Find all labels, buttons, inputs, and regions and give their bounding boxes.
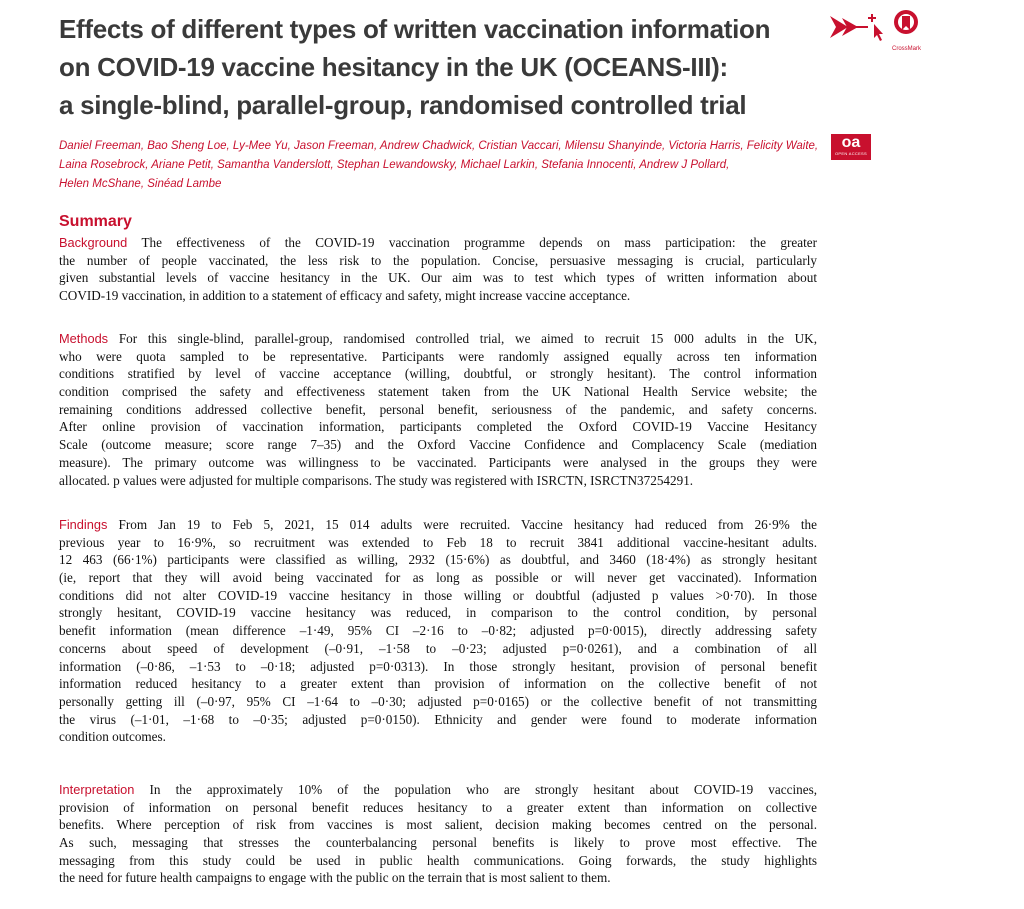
paragraph-line: (ie, report that they will avoid being vaccinated for as long as possible or will never get vaccinated). Information bbox=[59, 570, 817, 586]
author-list bbox=[59, 137, 819, 194]
lancet-logo-icon bbox=[828, 12, 886, 42]
paragraph-line: measure). The primary outcome was willingness to be vaccinated. Participants were analysed in the groups they were bbox=[59, 454, 817, 470]
title-line-3: a single-blind, parallel-group, randomised controlled trial bbox=[59, 90, 747, 120]
paragraph-line: conditions stratified by level of vaccine acceptance (willing, doubtful, or strongly hesitant). The control information bbox=[59, 366, 817, 382]
paragraph-line: For this single-blind, parallel-group, randomised controlled trial, we aimed to recruit 15 000 adults in the UK, bbox=[108, 331, 817, 346]
paragraph-line: remaining conditions addressed collective benefit, personal benefit, seriousness of the pandemic, and safety concerns. bbox=[59, 401, 817, 417]
summary-heading: Summary bbox=[59, 213, 132, 230]
open-access-badge bbox=[831, 134, 871, 160]
paragraph-line: After online provision of vaccination information, participants completed the Oxford COVID-19 Vaccine Hesitancy bbox=[59, 419, 817, 435]
author-line: Helen McShane, Sinéad Lambe bbox=[59, 178, 222, 190]
paragraph-line: messaging from this study could be used in public health communications. Going forwards, the study highlights bbox=[59, 852, 817, 868]
paragraph-line: The effectiveness of the COVID-19 vaccination programme depends on mass participation: the greater bbox=[127, 235, 817, 250]
paragraph-line: benefits. Where perception of risk from vaccines is most salient, decision making becomes centred on the personal. bbox=[59, 817, 817, 833]
crossmark-label: CrossMark bbox=[892, 46, 922, 52]
paragraph-line: condition comprised the safety and effectiveness statement taken from the UK National Health Service website; the bbox=[59, 384, 817, 400]
open-access-text: oa bbox=[841, 134, 861, 151]
paragraph-line: strongly hesitant, COVID-19 vaccine hesitancy was reduced, in comparison to the control condition, by personal bbox=[59, 605, 817, 621]
findings-section bbox=[59, 516, 817, 746]
author-line: Laina Rosebrock, Ariane Petit, Samantha Vanderslott, Stephan Lewandowsky, Michael Larkin, Stefania Innocenti, Andrew J Pollard, bbox=[59, 159, 730, 171]
title-line-2: on COVID-19 vaccine hesitancy in the UK (OCEANS-III): bbox=[59, 52, 728, 82]
background-label: Background bbox=[59, 235, 128, 250]
title-line-1: Effects of different types of written vaccination information bbox=[59, 14, 771, 44]
paragraph-line: who were quota sampled to be representative. Participants were randomly assigned equally across ten information bbox=[59, 348, 817, 364]
paragraph-line: given substantial levels of vaccine hesitancy in the UK. Our aim was to test which types of written information about bbox=[59, 270, 817, 286]
paragraph-line: From Jan 19 to Feb 5, 2021, 15 014 adults were recruited. Vaccine hesitancy had reduced from 26·9% the bbox=[107, 517, 817, 532]
paragraph-line: information reduced hesitancy to a greater extent than provision of information on the collective benefit of not bbox=[59, 676, 817, 692]
paragraph-line: As such, messaging that stresses the counterbalancing personal benefits is likely to prove most effective. The bbox=[59, 835, 817, 851]
article-title bbox=[59, 10, 819, 124]
crossmark-icon[interactable] bbox=[892, 8, 920, 44]
paragraph-line: allocated. p values were adjusted for multiple comparisons. The study was registered with ISRCTN, ISRCTN37254291. bbox=[59, 472, 694, 488]
paragraph-line: the virus (–1·01, –1·68 to –0·35; adjusted p=0·0150). Ethnicity and gender were found to moderate information bbox=[59, 711, 817, 727]
open-access-subtext: OPEN ACCESS bbox=[835, 151, 867, 156]
paragraph-line: conditions did not alter COVID-19 vaccine hesitancy in those willing or doubtful (adjusted p values >0·70). In those bbox=[59, 587, 817, 603]
paragraph-line: personally getting ill (–0·97, 95% CI –1·64 to –0·30; adjusted p=0·0165) or the collective benefit of not transmitting bbox=[59, 693, 817, 709]
paragraph-line: the number of people vaccinated, the less risk to the population. Concise, persuasive messaging is crucial, particularly bbox=[59, 252, 817, 268]
paragraph-line: condition outcomes. bbox=[59, 729, 166, 745]
findings-label: Findings bbox=[59, 517, 108, 532]
paragraph-line: information (–0·86, –1·53 to –0·18; adjusted p=0·0313). In those strongly hesitant, provision of personal benefit bbox=[59, 658, 817, 674]
paragraph-line: In the approximately 10% of the population who are strongly hesitant about COVID-19 vaccines, bbox=[134, 782, 817, 797]
paragraph-line: concerns about speed of development (–0·91, –1·58 to –0·23; adjusted p=0·0261), and a combination of all bbox=[59, 640, 817, 656]
author-line: Daniel Freeman, Bao Sheng Loe, Ly-Mee Yu, Jason Freeman, Andrew Chadwick, Cristian Vaccari, Milensu Shanyinde, Victoria Harris, Felicity Waite, bbox=[59, 140, 819, 152]
paragraph-line: Scale (outcome measure; score range 7–35) and the Oxford Vaccine Confidence and Complacency Scale (mediation bbox=[59, 437, 817, 453]
paragraph-line: COVID-19 vaccination, in addition to a statement of efficacy and safety, might increase vaccine acceptance. bbox=[59, 288, 631, 304]
paragraph-line: provision of information on personal benefit reduces hesitancy to a greater extent than information on collective bbox=[59, 799, 817, 815]
paragraph-line: the need for future health campaigns to engage with the public on the terrain that is most salient to them. bbox=[59, 870, 611, 886]
background-section bbox=[59, 234, 817, 305]
interpretation-label: Interpretation bbox=[59, 782, 135, 797]
journal-logos bbox=[828, 8, 928, 58]
paragraph-line: 12 463 (66·1%) participants were classified as willing, 2932 (15·6%) as doubtful, and 3460 (18·4%) as strongly hesitant bbox=[59, 552, 817, 568]
interpretation-section bbox=[59, 781, 817, 887]
methods-label: Methods bbox=[59, 331, 109, 346]
methods-section bbox=[59, 330, 817, 489]
paragraph-line: previous year to 16·9%, so recruitment was extended to Feb 18 to recruit 3841 additional vaccine-hesitant adults. bbox=[59, 534, 817, 550]
paragraph-line: benefit information (mean difference –1·49, 95% CI –2·16 to –0·82; adjusted p=0·0015), directly addressing safety bbox=[59, 623, 817, 639]
